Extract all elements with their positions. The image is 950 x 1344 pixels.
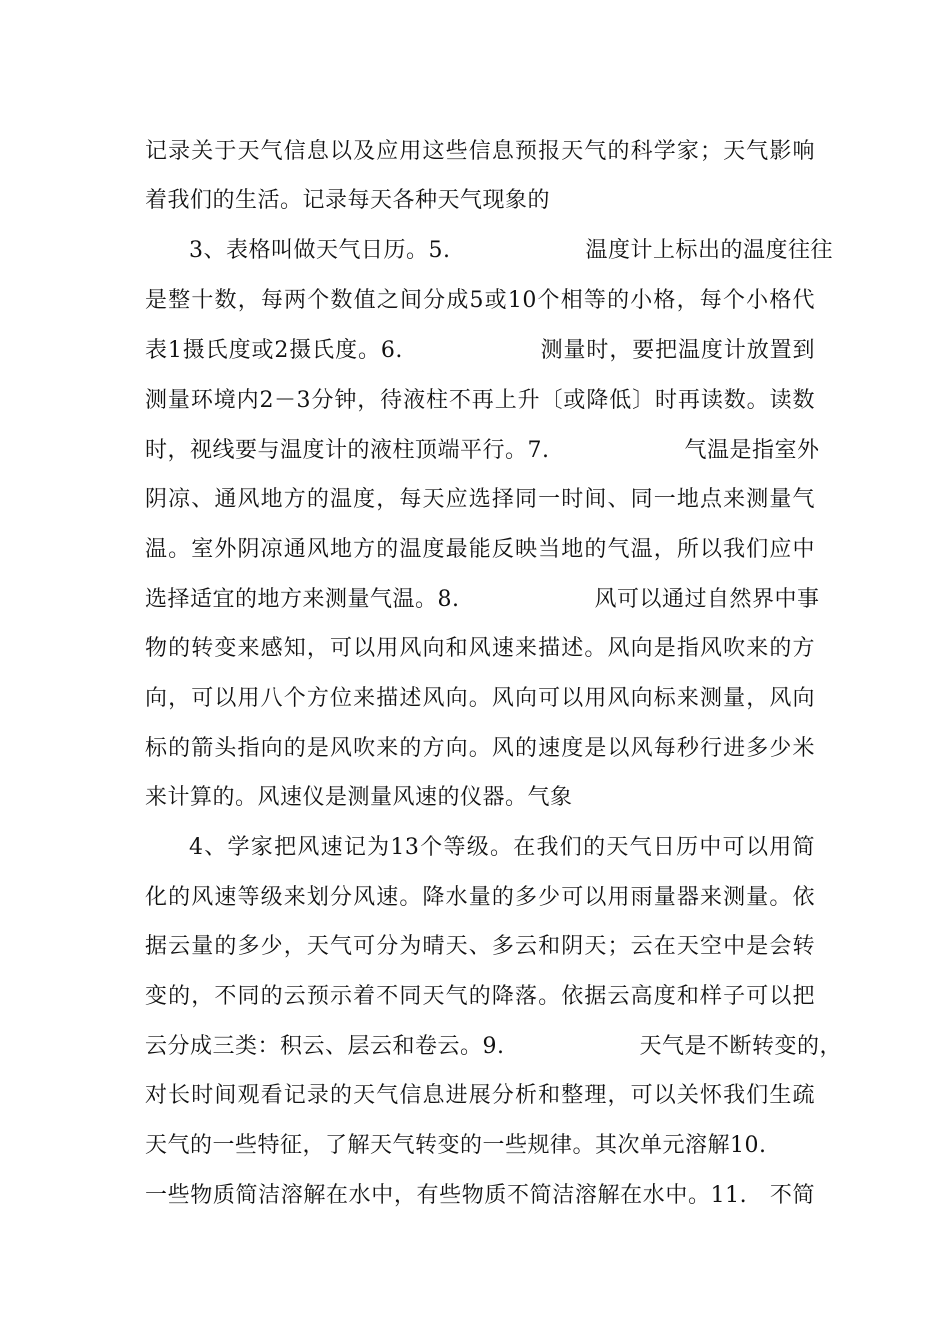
text-line-10: 选择适宜的地方来测量气温。8. 风可以通过自然界中事: [145, 587, 820, 612]
text-line-7: 时，视线要与温度计的液柱顶端平行。7. 气温是指室外: [145, 438, 820, 463]
text-line-21: 天气的一些特征，了解天气转变的一些规律。其次单元溶解10.: [145, 1133, 767, 1158]
text-line-3: 3、表格叫做天气日历。5. 温度计上标出的温度往往: [189, 238, 833, 263]
text-line-15: 4、学家把风速记为13个等级。在我们的天气日历中可以用简: [189, 835, 815, 860]
text-line-16: 化的风速等级来划分风速。降水量的多少可以用雨量器来测量。依: [145, 885, 815, 910]
text-line-5: 表1摄氏度或2摄氏度。6. 测量时，要把温度计放置到: [145, 338, 815, 363]
text-line-22: 一些物质简洁溶解在水中，有些物质不简洁溶解在水中。11. 不简: [145, 1183, 815, 1208]
text-line-6: 测量环境内2－3分钟，待液柱不再上升〔或降低〕时再读数。读数: [145, 388, 815, 413]
text-line-8: 阴凉、通风地方的温度，每天应选择同一时间、同一地点来测量气: [145, 487, 815, 512]
text-line-1: 记录关于天气信息以及应用这些信息预报天气的科学家；天气影响: [145, 139, 815, 164]
text-line-19: 云分成三类：积云、层云和卷云。9. 天气是不断转变的，: [145, 1034, 842, 1059]
text-line-2: 着我们的生活。记录每天各种天气现象的: [145, 188, 551, 213]
text-line-11: 物的转变来感知，可以用风向和风速来描述。风向是指风吹来的方: [145, 636, 815, 661]
text-line-17: 据云量的多少，天气可分为晴天、多云和阴天；云在天空中是会转: [145, 934, 815, 959]
text-line-14: 来计算的。风速仪是测量风速的仪器。气象: [145, 785, 573, 810]
text-line-13: 标的箭头指向的是风吹来的方向。风的速度是以风每秒行进多少米: [145, 736, 815, 761]
text-line-9: 温。室外阴凉通风地方的温度最能反映当地的气温，所以我们应中: [145, 537, 815, 562]
text-line-12: 向，可以用八个方位来描述风向。风向可以用风向标来测量，风向: [145, 686, 815, 711]
text-line-18: 变的，不同的云预示着不同天气的降落。依据云高度和样子可以把: [145, 984, 815, 1009]
text-line-20: 对长时间观看记录的天气信息进展分析和整理，可以关怀我们生疏: [145, 1083, 815, 1108]
text-line-4: 是整十数，每两个数值之间分成5或10个相等的小格，每个小格代: [145, 288, 815, 313]
